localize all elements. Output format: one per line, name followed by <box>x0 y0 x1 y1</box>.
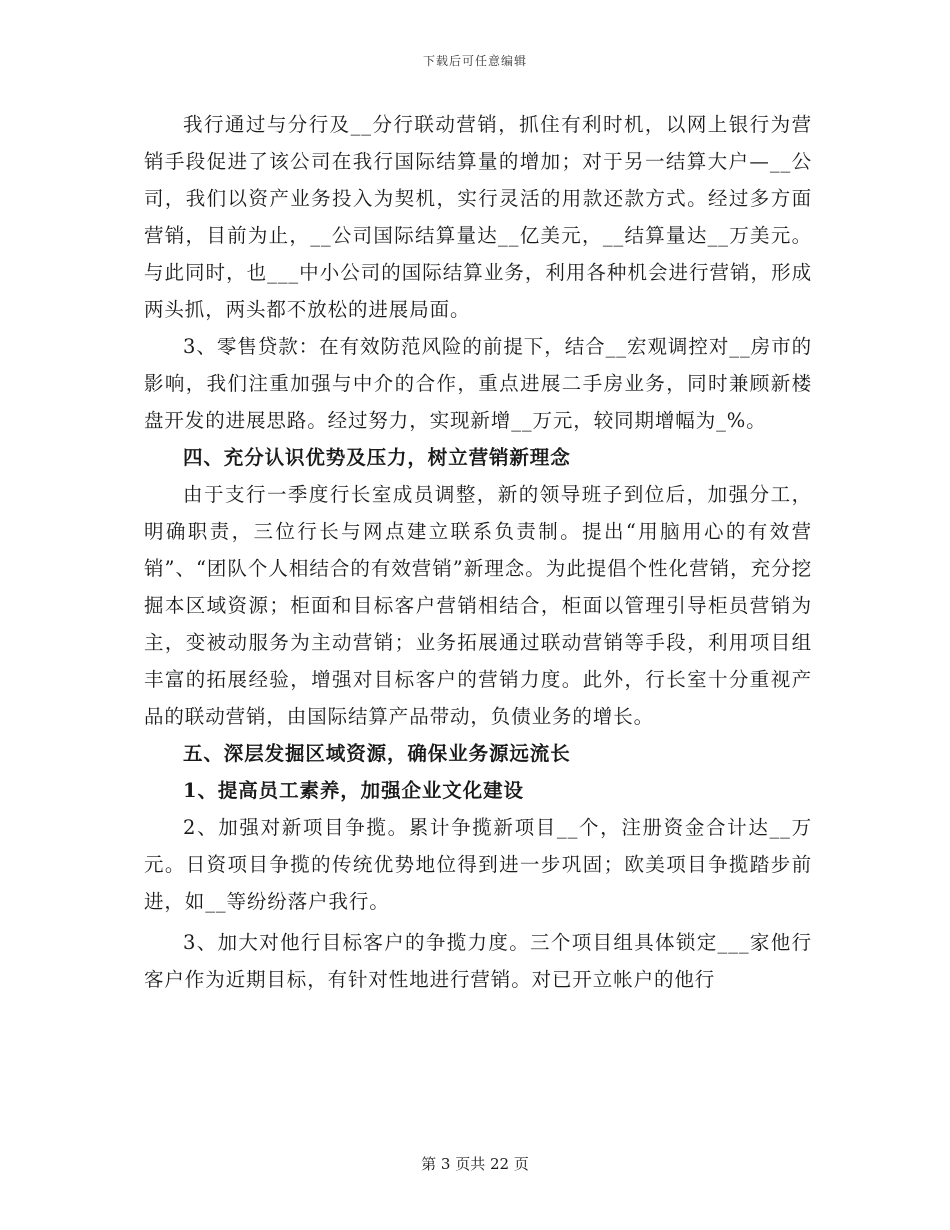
paragraph-4: 2、加强对新项目争揽。累计争揽新项目__个，注册资金合计达__万元。日资项目争揽的传统优势地位得到进一步巩固；欧美项目争揽踏步前进，如__等纷纷落户我行。 <box>144 816 812 913</box>
document-body <box>144 106 812 998</box>
paragraph-2: 3、零售贷款：在有效防范风险的前提下，结合__宏观调控对__房市的影响，我们注重加强与中介的合作，重点进展二手房业务，同时兼顾新楼盘开发的进展思路。经过努力，实现新增__万元，较同期增幅为_%。 <box>144 335 812 432</box>
paragraph-5: 3、加大对他行目标客户的争揽力度。三个项目组具体锁定___家他行客户作为近期目标，有针对性地进行营销。对已开立帐户的他行 <box>144 931 812 991</box>
section-heading-4: 四、充分认识优势及压力，树立营销新理念 <box>183 446 571 469</box>
section-heading-5: 五、深层发掘区域资源，确保业务源远流长 <box>183 742 571 765</box>
page-number: 第 3 页共 22 页 <box>421 1155 529 1173</box>
paragraph-3: 由于支行一季度行长室成员调整，新的领导班子到位后，加强分工，明确职责，三位行长与网点建立联系负责制。提出“用脑用心的有效营销”、“团队个人相结合的有效营销”新理念。为此提倡个性化营销，充分挖掘本区域资源；柜面和目标客户营销相结合，柜面以管理引导柜员营销为主，变被动服务为主动营销；业务拓展通过联动营销等手段，利用项目组丰富的拓展经验，增强对目标客户的营销力度。此外，行长室十分重视产品的联动营销，由国际结算产品带动，负债业务的增长。 <box>144 483 812 728</box>
page-header-note: 下载后可任意编辑 <box>422 54 527 68</box>
subheading-1: 1、提高员工素养，加强企业文化建设 <box>183 779 524 802</box>
paragraph-1: 我行通过与分行及__分行联动营销，抓住有利时机，以网上银行为营销手段促进了该公司在我行国际结算量的增加；对于另一结算大户—__公司，我们以资产业务投入为契机，实行灵活的用款还款方式。经过多方面营销，目前为止，__公司国际结算量达__亿美元，__结算量达__万美元。与此同时，也___中小公司的国际结算业务，利用各种机会进行营销，形成两头抓，两头都不放松的进展局面。 <box>144 113 812 321</box>
